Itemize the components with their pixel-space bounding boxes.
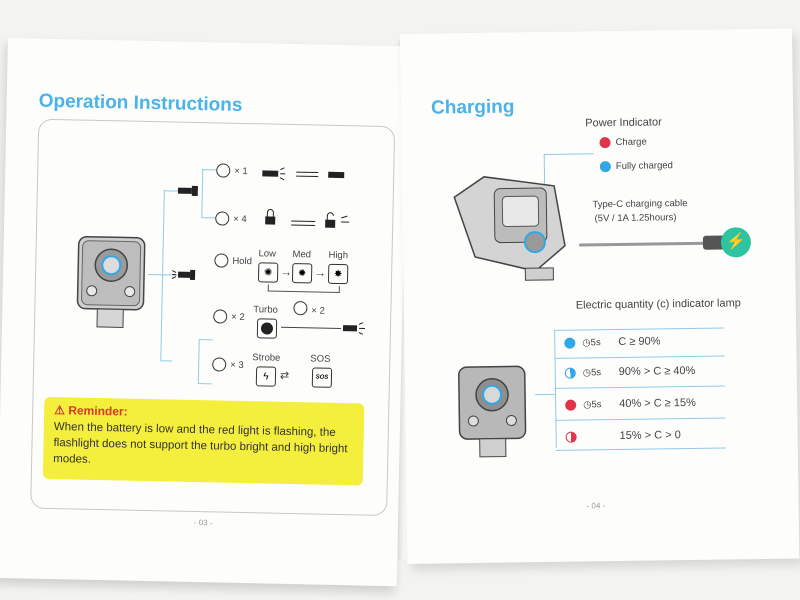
timer-label: ◷5s [582, 367, 602, 379]
reminder-box [43, 397, 365, 486]
low-mode-icon: ✺ [258, 262, 278, 282]
flashlight-on-icon [343, 322, 371, 335]
quantity-range: C ≥ 90% [618, 335, 661, 348]
quantity-range: 90% > C ≥ 40% [618, 364, 696, 378]
toggle-arrow-icon: ⇄ [279, 369, 290, 382]
cable-label: Type-C charging cable [592, 198, 688, 211]
sos-mode-icon: SOS [312, 367, 332, 387]
branch-line [198, 339, 200, 383]
fully-charged-dot [600, 161, 611, 172]
charging-cable [579, 242, 709, 247]
press-count: × 3 [230, 359, 244, 372]
lamp-leader-line [535, 394, 555, 395]
branch-line [199, 339, 213, 340]
press-action: Hold [232, 255, 253, 268]
power-button-icon [213, 309, 227, 323]
mode-turbo-label: Turbo [253, 304, 278, 316]
quantity-range: 40% > C ≥ 15% [619, 396, 696, 410]
flashlight-on-icon [172, 268, 198, 281]
row-divider [555, 356, 725, 359]
row-divider [555, 417, 725, 420]
med-mode-icon: ✹ [292, 263, 312, 283]
page-number: - 04 - [586, 501, 606, 511]
battery-low-dot [565, 400, 576, 411]
strobe-mode-icon: ϟ [256, 366, 276, 386]
battery-critical-dot [566, 432, 577, 443]
flashlight-device-image [71, 232, 153, 334]
lock-unlock-icon [261, 208, 357, 230]
arrow-icon: → [280, 264, 293, 280]
branch-line [202, 169, 216, 170]
power-button-icon [215, 211, 229, 225]
fully-charged-label: Fully charged [615, 160, 673, 172]
mode-sos-label: SOS [310, 353, 331, 365]
press-count: × 4 [233, 213, 247, 226]
power-button-icon [216, 163, 230, 177]
reminder-title: ⚠ Reminder: [54, 403, 128, 419]
flashlight-off-icon [178, 185, 200, 197]
quantity-label: Electric quantity (c) indicator lamp [575, 297, 741, 312]
battery-half-dot [565, 368, 576, 379]
charge-dot [599, 137, 610, 148]
mode-med-label: Med [292, 249, 312, 261]
charge-label: Charge [615, 136, 647, 149]
press-count: × 1 [234, 165, 248, 178]
power-button-icon [293, 301, 307, 315]
mode-high-label: High [328, 249, 349, 262]
battery-full-dot [564, 338, 575, 349]
right-page [400, 29, 799, 564]
row-divider [556, 447, 726, 450]
tree-branch [164, 190, 178, 191]
branch-line [198, 383, 212, 384]
cable-spec: (5V / 1A 1.25hours) [594, 212, 677, 225]
tree-branch [160, 360, 172, 361]
power-button-icon [212, 357, 226, 371]
timer-label: ◷5s [582, 337, 601, 349]
left-page [0, 38, 408, 586]
warning-icon: ⚠ [54, 403, 69, 418]
quantity-range: 15% > C > 0 [619, 429, 681, 442]
clock-icon: ◷ [583, 399, 592, 411]
press-count: × 2 [231, 311, 245, 324]
page-number: - 03 - [193, 518, 213, 528]
mode-low-label: Low [258, 248, 277, 260]
toggle-on-off-icon [262, 166, 352, 182]
flashlight-front-image [455, 362, 536, 463]
power-indicator-label: Power Indicator [585, 116, 662, 130]
clock-icon: ◷ [582, 337, 591, 349]
row-divider [554, 328, 724, 331]
charging-bolt-icon: ⚡ [721, 227, 751, 257]
high-mode-icon: ✸ [328, 264, 348, 284]
reminder-body: When the battery is low and the red light is flashing, the flashlight does not support the turbo bright and high bright modes. [53, 421, 348, 466]
flashlight-charging-image [444, 156, 576, 288]
cycle-return-line [268, 284, 340, 293]
row-divider [555, 385, 725, 388]
mode-strobe-label: Strobe [252, 352, 281, 364]
page-title: Operation Instructions [38, 90, 243, 116]
arrow-icon: → [314, 265, 327, 280]
power-button-icon [214, 253, 228, 267]
page-title: Charging [430, 96, 515, 119]
arrow-line [281, 327, 341, 329]
turbo-mode-icon [257, 318, 277, 338]
branch-line [201, 169, 203, 217]
clock-icon: ◷ [582, 367, 592, 379]
branch-line [201, 217, 215, 218]
timer-label: ◷5s [583, 399, 602, 411]
turbo-press-count: × 2 [311, 305, 325, 317]
